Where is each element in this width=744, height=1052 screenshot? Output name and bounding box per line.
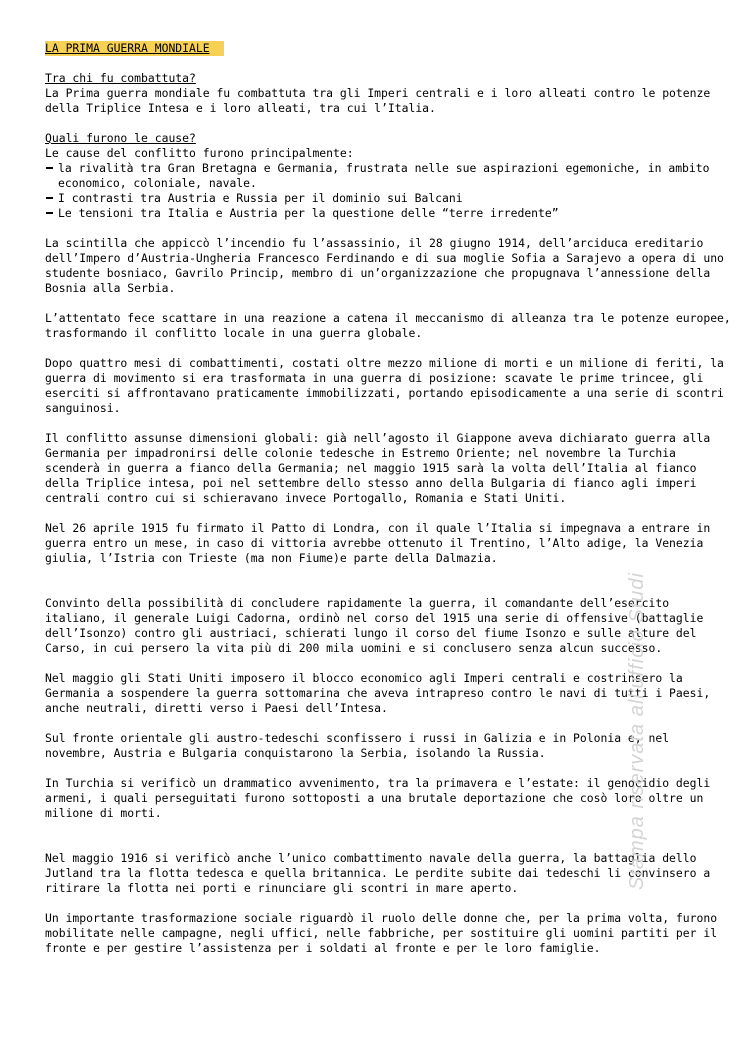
paragraph-jutland: Nel maggio 1916 si verificò anche l’unico combattimento navale della guerra, la battaglia dello Jutland tra la flotta tedesca e quella britannica. Le perdite subite dai tedeschi li convinsero a ritirare la flotta nei porti e rinunciare gli scontri in mare aperto. [45,851,711,895]
causes-list [45,161,735,221]
section-heading-participants: Tra chi fu combattuta? [45,71,196,85]
paragraph-global-conflict: Il conflitto assunse dimensioni globali: già nell’agosto il Giappone aveva dichiarato guerra alla Germania per impadronirsi delle colonie tedesche in Estremo Oriente; nel novembre la Turchia scenderà in guerra a fianco della Germania; nel maggio 1915 sarà la volta dell’Italia al fianco della Triplice intesa, poi nel settembre dello stesso anno della Bulgaria di fianco agli imperi centrali contro cui si schieravano invece Portogallo, Romania e Stati Uniti. [45,431,711,505]
spacer [45,581,735,596]
paragraph-eastern-front: Sul fronte orientale gli austro-tedeschi sconfissero i russi in Galizia e in Polonia e, nel novembre, Austria e Bulgaria conquistarono la Serbia, isolando la Russia. [45,731,670,760]
list-item: Le tensioni tra Italia e Austria per la questione delle “terre irredente” [45,206,735,221]
section-heading-causes: Quali furono le cause? [45,131,196,145]
document-page [45,41,735,971]
paragraph-trench-war: Dopo quattro mesi di combattimenti, costati oltre mezzo milione di morti e un milione di feriti, la guerra di movimento si era trasformata in una guerra di posizione: scavate le prime trincee, gli eserciti si affrontavano praticamente immobilizzati, portando episodicamente a una serie di scontri sanguinosi. [45,356,724,415]
list-item: I contrasti tra Austria e Russia per il dominio sui Balcani [45,191,735,206]
paragraph-chain-reaction: L’attentato fece scattare in una reazione a catena il meccanismo di alleanza tra le potenze europee, trasformando il conflitto locale in una guerra globale. [45,311,731,340]
paragraph-blockade: Nel maggio gli Stati Uniti imposero il blocco economico agli Imperi centrali e costrinsero la Germania a sospendere la guerra sottomarina che aveva intrapreso contro le navi di tutti i Paesi, anche neutrali, diretti verso i Paesi dell’Intesa. [45,671,711,715]
spacer [45,836,735,851]
paragraph-isonzo: Convinto della possibilità di concludere rapidamente la guerra, il comandante dell’esercito italiano, il generale Luigi Cadorna, ordinò nel corso del 1915 una serie di offensive (battaglie dell’Isonzo) contro gli austriaci, schierati lungo il corso del fiume Isonzo e sulle alture del Carso, in cui persero la vita più di 200 mila uomini e si conclusero senza alcun successo. [45,596,704,655]
paragraph-assassination: La scintilla che appiccò l’incendio fu l’assassinio, il 28 giugno 1914, dell’arciduca ereditario dell’Impero d’Austria-Ungheria Francesco Ferdinando e di sua moglie Sofia a Sarajevo a opera di uno studente bosniaco, Gavrilo Princip, membro di un’organizzazione che propugnava l’annessione della Bosnia alla Serbia. [45,236,724,295]
paragraph-women-role: Un importante trasformazione sociale riguardò il ruolo delle donne che, per la prima volta, furono mobilitate nelle campagne, negli uffici, nelle fabbriche, per sostituire gli uomini partiti per il fronte e per gestire l’assistenza per i soldati al fronte e per le loro famiglie. [45,911,718,955]
watermark: Stampa riservata all'ufficio Studi [626,572,648,890]
paragraph-participants: La Prima guerra mondiale fu combattuta tra gli Imperi centrali e i loro alleati contro le potenze della Triplice Intesa e i loro alleati, tra cui l’Italia. [45,86,711,115]
paragraph-armenian-genocide: In Turchia si verificò un drammatico avvenimento, tra la primavera e l’estate: il genocidio degli armeni, i quali perseguitati furono sottoposti a una brutale deportazione che cosò loro oltre un milione di morti. [45,776,711,820]
causes-intro: Le cause del conflitto furono principalmente: [45,146,354,160]
list-item: la rivalità tra Gran Bretagna e Germania, frustrata nelle sue aspirazioni egemoniche, in ambito economico, coloniale, navale. [45,161,735,191]
document-title: LA PRIMA GUERRA MONDIALE [45,41,224,56]
paragraph-london-pact: Nel 26 aprile 1915 fu firmato il Patto di Londra, con il quale l’Italia si impegnava a entrare in guerra entro un mese, in caso di vittoria avrebbe ottenuto il Trentino, l’Alto adige, la Venezia giulia, l’Istria con Trieste (ma non Fiume)e parte della Dalmazia. [45,521,711,565]
